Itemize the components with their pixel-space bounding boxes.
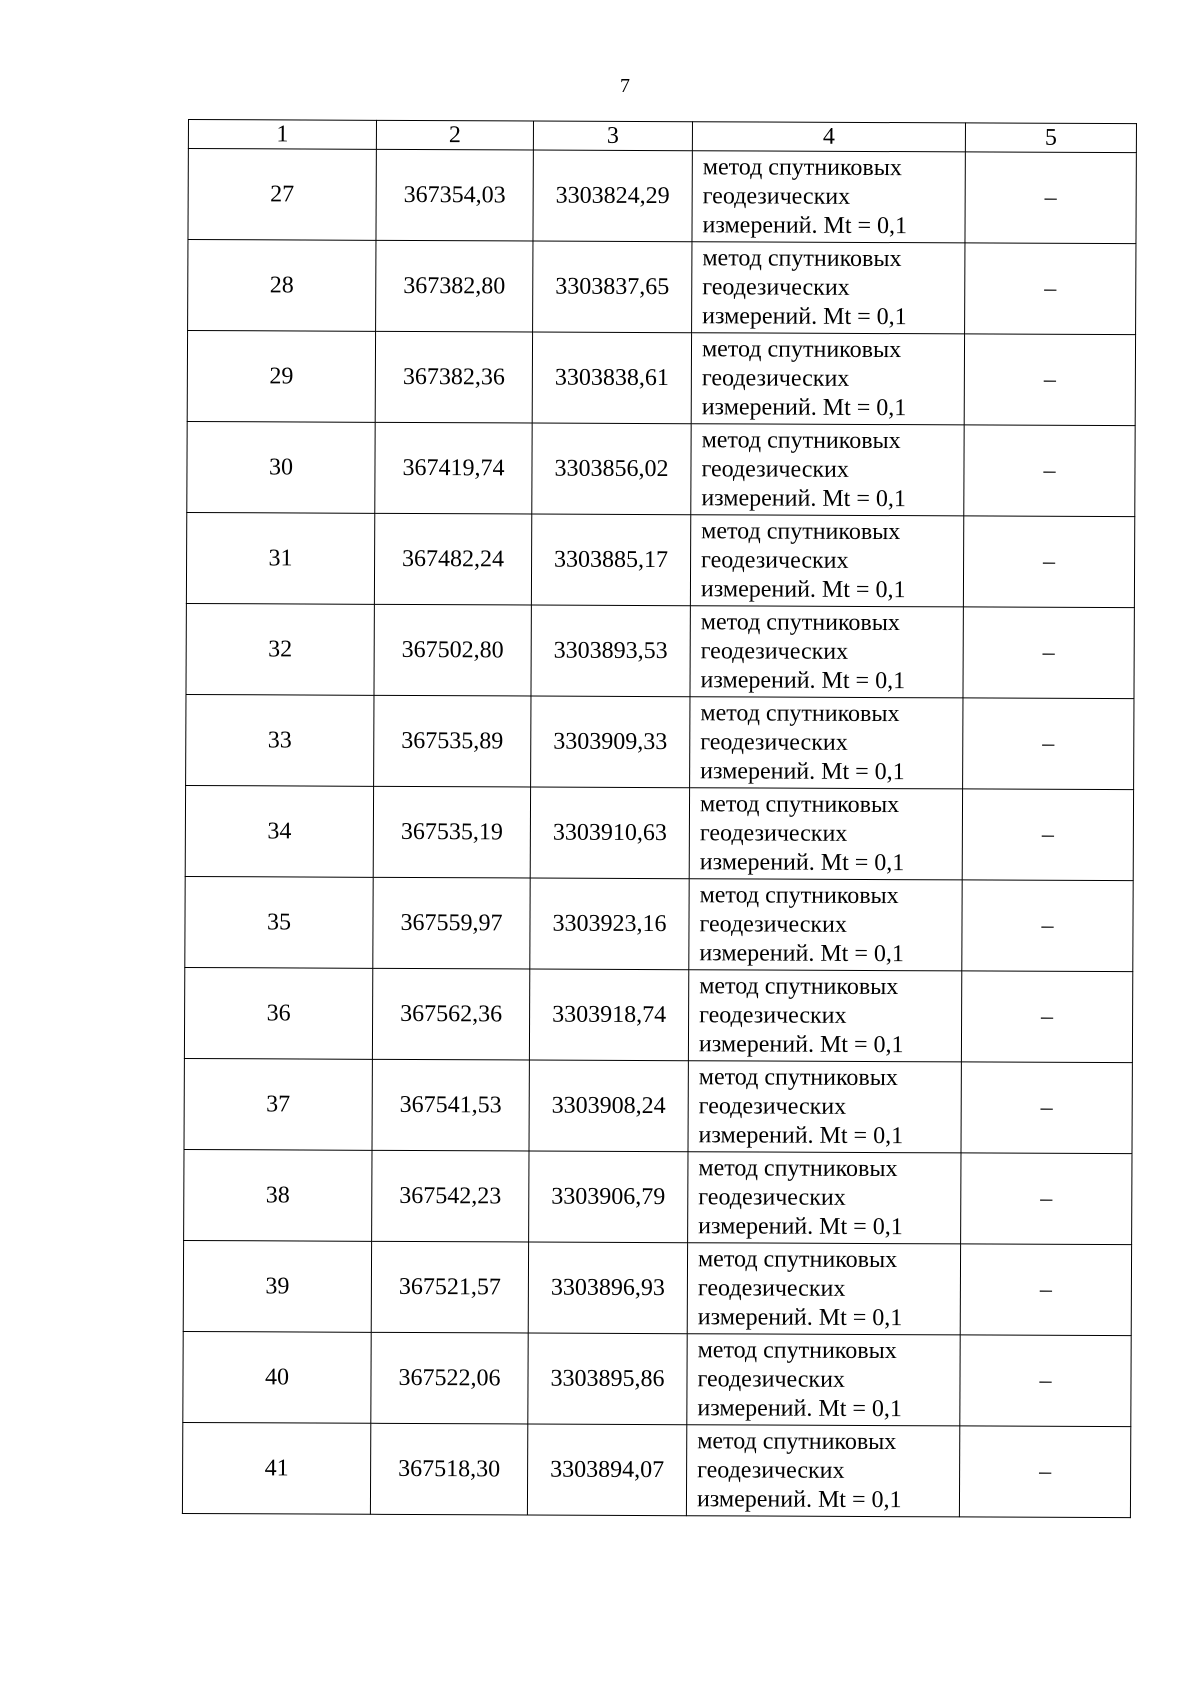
x-coordinate-cell: 367562,36 [372, 968, 529, 1060]
method-line: геодезических [701, 455, 849, 483]
table-row [182, 1422, 1130, 1517]
note-cell: – [965, 243, 1136, 335]
method-line: измерений. Mt = 0,1 [698, 1212, 903, 1240]
method-line: геодезических [699, 819, 848, 847]
point-number-cell: 40 [183, 1331, 371, 1423]
x-coordinate-cell: 367542,23 [372, 1150, 529, 1242]
method-line: измерений. Mt = 0,1 [697, 1303, 903, 1331]
y-coordinate-cell: 3303824,29 [533, 150, 692, 242]
method-line: геодезических [700, 637, 849, 665]
table-body [182, 149, 1136, 1518]
method-line: измерений. Mt = 0,1 [698, 1121, 904, 1149]
note-cell: – [959, 1426, 1130, 1518]
method-line: метод спутниковых [702, 153, 902, 181]
method-line: метод спутниковых [701, 517, 901, 545]
note-cell: – [961, 1153, 1132, 1245]
note-cell: – [960, 1244, 1131, 1336]
note-cell: – [962, 789, 1133, 881]
method-cell [692, 242, 965, 334]
note-cell: – [963, 698, 1134, 790]
method-line: измерений. Mt = 0,1 [699, 939, 904, 967]
method-line: геодезических [698, 1092, 847, 1120]
method-line: геодезических [697, 1365, 846, 1393]
method-line: геодезических [698, 1183, 846, 1211]
y-coordinate-cell: 3303894,07 [527, 1424, 686, 1516]
method-line: метод спутниковых [701, 335, 902, 363]
note-cell: – [964, 334, 1135, 426]
x-coordinate-cell: 367419,74 [375, 422, 532, 514]
x-coordinate-cell: 367502,80 [374, 604, 531, 696]
table-row [185, 876, 1133, 971]
method-line: геодезических [702, 273, 850, 301]
x-coordinate-cell: 367522,06 [371, 1332, 528, 1424]
x-coordinate-cell: 367482,24 [374, 513, 531, 605]
method-line: геодезических [697, 1456, 845, 1484]
method-line: геодезических [702, 182, 851, 210]
y-coordinate-cell: 3303923,16 [530, 878, 689, 970]
method-cell [688, 1152, 961, 1244]
y-coordinate-cell: 3303838,61 [532, 332, 691, 424]
point-number-cell: 27 [188, 149, 376, 241]
method-line: геодезических [701, 546, 849, 574]
table-row [183, 1331, 1131, 1426]
method-line: измерений. Mt = 0,1 [701, 393, 907, 421]
point-number-cell: 32 [186, 603, 374, 695]
table-row [186, 512, 1134, 607]
method-line: измерений. Mt = 0,1 [699, 848, 905, 876]
method-cell [690, 697, 963, 789]
page-number: 7 [620, 75, 630, 97]
method-line: метод спутниковых [700, 608, 900, 636]
method-line: метод спутниковых [698, 1063, 898, 1091]
method-cell [690, 606, 963, 698]
note-cell: – [961, 1062, 1132, 1154]
method-line: измерений. Mt = 0,1 [697, 1394, 902, 1422]
x-coordinate-cell: 367521,57 [371, 1241, 528, 1333]
x-coordinate-cell: 367354,03 [376, 149, 533, 241]
method-cell [689, 879, 962, 971]
method-cell [687, 1243, 960, 1335]
y-coordinate-cell: 3303910,63 [530, 787, 689, 879]
x-coordinate-cell: 367535,19 [373, 786, 530, 878]
method-line: геодезических [701, 364, 850, 392]
method-line: геодезических [699, 1001, 847, 1029]
table-row [186, 603, 1134, 698]
x-coordinate-cell: 367382,36 [375, 331, 532, 423]
method-line: измерений. Mt = 0,1 [698, 1030, 904, 1058]
method-cell [688, 970, 961, 1062]
x-coordinate-cell: 367382,80 [376, 240, 533, 332]
method-line: геодезических [700, 728, 848, 756]
y-coordinate-cell: 3303906,79 [529, 1151, 688, 1243]
y-coordinate-cell: 3303856,02 [532, 423, 691, 515]
method-line: измерений. Mt = 0,1 [696, 1485, 902, 1513]
table-row [184, 967, 1132, 1062]
method-line: метод спутниковых [698, 1154, 898, 1182]
table-row [186, 694, 1134, 789]
point-number-cell: 28 [188, 240, 376, 332]
y-coordinate-cell: 3303837,65 [533, 241, 692, 333]
point-number-cell: 30 [187, 421, 375, 513]
method-line: метод спутниковых [699, 790, 900, 818]
method-cell [688, 1061, 961, 1153]
note-cell: – [960, 1335, 1131, 1427]
method-line: измерений. Mt = 0,1 [700, 575, 906, 603]
table-row [183, 1240, 1131, 1335]
method-line: измерений. Mt = 0,1 [700, 757, 905, 785]
table-header [188, 120, 1136, 153]
method-line: метод спутниковых [697, 1245, 898, 1273]
method-line: измерений. Mt = 0,1 [700, 666, 906, 694]
point-number-cell: 39 [183, 1240, 371, 1332]
coordinates-table [182, 119, 1137, 1518]
method-cell [686, 1425, 959, 1517]
header-col-3: 3 [533, 121, 692, 151]
point-number-cell: 41 [182, 1422, 370, 1514]
point-number-cell: 37 [184, 1058, 372, 1150]
method-cell [690, 515, 963, 607]
method-cell [691, 424, 964, 516]
method-cell [692, 151, 965, 243]
header-col-5: 5 [965, 123, 1136, 153]
x-coordinate-cell: 367518,30 [370, 1423, 527, 1515]
point-number-cell: 33 [186, 694, 374, 786]
note-cell: – [962, 880, 1133, 972]
x-coordinate-cell: 367535,89 [374, 695, 531, 787]
note-cell: – [963, 516, 1134, 608]
coordinates-table-wrapper [182, 119, 1136, 1518]
x-coordinate-cell: 367541,53 [372, 1059, 529, 1151]
y-coordinate-cell: 3303885,17 [531, 514, 690, 606]
point-number-cell: 31 [186, 512, 374, 604]
header-col-1: 1 [188, 120, 376, 150]
method-line: геодезических [699, 910, 848, 938]
method-cell [687, 1334, 960, 1426]
method-line: измерений. Mt = 0,1 [701, 484, 906, 512]
table-row [185, 785, 1133, 880]
point-number-cell: 29 [187, 331, 375, 423]
y-coordinate-cell: 3303909,33 [531, 696, 690, 788]
point-number-cell: 34 [185, 785, 373, 877]
method-line: метод спутниковых [697, 1336, 897, 1364]
y-coordinate-cell: 3303908,24 [529, 1060, 688, 1152]
method-cell [689, 788, 962, 880]
point-number-cell: 36 [184, 967, 372, 1059]
table-row [187, 421, 1135, 516]
method-line: измерений. Mt = 0,1 [702, 302, 907, 330]
table-row [187, 331, 1135, 426]
method-line: метод спутниковых [699, 972, 899, 1000]
note-cell: – [964, 425, 1135, 517]
x-coordinate-cell: 367559,97 [373, 877, 530, 969]
point-number-cell: 38 [184, 1149, 372, 1241]
note-cell: – [965, 152, 1136, 244]
y-coordinate-cell: 3303893,53 [531, 605, 690, 697]
method-line: метод спутниковых [700, 699, 900, 727]
method-line: метод спутниковых [697, 1427, 897, 1455]
header-row [188, 120, 1136, 153]
point-number-cell: 35 [185, 876, 373, 968]
method-line: метод спутниковых [701, 426, 901, 454]
method-cell [691, 333, 964, 425]
method-line: измерений. Mt = 0,1 [702, 211, 908, 239]
y-coordinate-cell: 3303895,86 [528, 1333, 687, 1425]
method-line: метод спутниковых [699, 881, 899, 909]
header-col-4: 4 [692, 122, 965, 152]
method-line: геодезических [697, 1274, 846, 1302]
table-row [184, 1149, 1132, 1244]
y-coordinate-cell: 3303918,74 [529, 969, 688, 1061]
note-cell: – [961, 971, 1132, 1063]
table-row [184, 1058, 1132, 1153]
table-row [188, 240, 1136, 335]
method-line: метод спутниковых [702, 244, 902, 272]
y-coordinate-cell: 3303896,93 [528, 1242, 687, 1334]
note-cell: – [963, 607, 1134, 699]
header-col-2: 2 [376, 120, 533, 150]
table-row [188, 149, 1136, 244]
